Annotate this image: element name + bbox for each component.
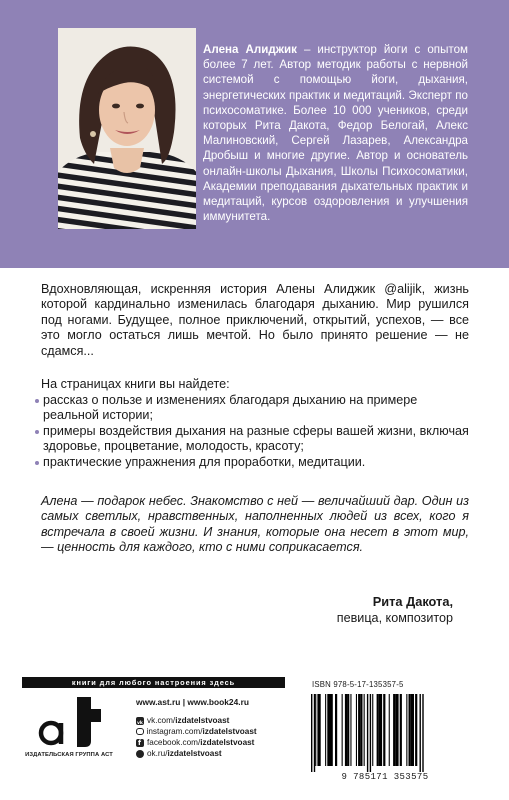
instagram-icon bbox=[136, 728, 144, 736]
book-intro: Вдохновляющая, искренняя история Алены Алиджик @alijik, жизнь которой кардинально изменилась благодаря дыханию. Мир рушился под ногами. Будущее, полное приключений, открытий, успехов, — все это могло остаться лишь мечтой. Но было принято решение — не сдамся... bbox=[41, 282, 469, 358]
testimonial-author-role: певица, композитор bbox=[336, 611, 453, 625]
author-portrait-image bbox=[58, 28, 196, 229]
testimonial-author: Рита Дакота, bbox=[372, 594, 453, 609]
bio-text: – инструктор йоги с опытом более 7 лет. Автор методик работы с нервной системой с помощью йоги, дыхания, энергетических практик и медитаций. Эксперт по психосоматике. Более 10 000 учеников, среди которых Рита Дакота, Федор Белогай, Алекс Малиновский, Сергей Лазарев, Александра Дробыш и многие другие. Автор и основатель онлайн-школы Дыхания, Школы Психосоматики, Академии преподавания дыхательных практик и медитаций, курсов оздоровления и улучшения иммунитета. bbox=[203, 43, 469, 224]
ast-logo-icon bbox=[37, 695, 103, 750]
facebook-icon bbox=[136, 739, 144, 747]
vk-icon bbox=[136, 717, 144, 725]
list-item: практические упражнения для проработки, медитации. bbox=[35, 455, 471, 470]
features-title: На страницах книги вы найдете: bbox=[41, 377, 230, 391]
publisher-socials bbox=[136, 715, 257, 759]
author-photo bbox=[58, 28, 196, 229]
bullet-icon bbox=[35, 430, 39, 434]
author-bio bbox=[203, 42, 468, 224]
publisher-websites: www.ast.ru | www.book24.ru bbox=[136, 697, 249, 707]
bullet-icon bbox=[35, 399, 39, 403]
social-link-instagram: instagram.com/ izdatelstvoast bbox=[136, 726, 257, 737]
list-item: примеры воздействия дыхания на разные сферы вашей жизни, включая здоровье, процветание, молодость, красоту; bbox=[35, 424, 471, 455]
bullet-icon bbox=[35, 461, 39, 465]
publisher-group-name: ИЗДАТЕЛЬСКАЯ ГРУППА АСТ bbox=[25, 752, 113, 758]
isbn-label: ISBN 978-5-17-135357-5 bbox=[312, 680, 404, 689]
ast-logo-graphic bbox=[37, 695, 103, 750]
testimonial-quote: Алена — подарок небес. Знакомство с ней — величайший дар. Один из самых светлых, нравственных, наполненных людей из всех, кого я встречала в своей жизни. И знания, которые она несет в этот мир, — ценность для каждого, кто с ними соприкасается. bbox=[41, 494, 469, 555]
barcode-number: 9 785171 353575 bbox=[305, 772, 465, 782]
publisher-tagline: книги для любого настроения здесь bbox=[22, 677, 285, 688]
social-link-facebook: f facebook.com/ izdatelstvoast bbox=[136, 737, 257, 748]
features-list bbox=[35, 393, 471, 470]
bio-author-name: Алена Алиджик bbox=[203, 43, 297, 56]
social-link-ok: ok.ru/ izdatelstvoast bbox=[136, 748, 257, 759]
list-item: рассказ о пользе и изменениях благодаря дыханию на примере реальной истории; bbox=[35, 393, 471, 424]
isbn-barcode bbox=[305, 692, 465, 780]
ok-icon bbox=[136, 750, 144, 758]
social-link-vk: vk vk.com/ izdatelstvoast bbox=[136, 715, 257, 726]
